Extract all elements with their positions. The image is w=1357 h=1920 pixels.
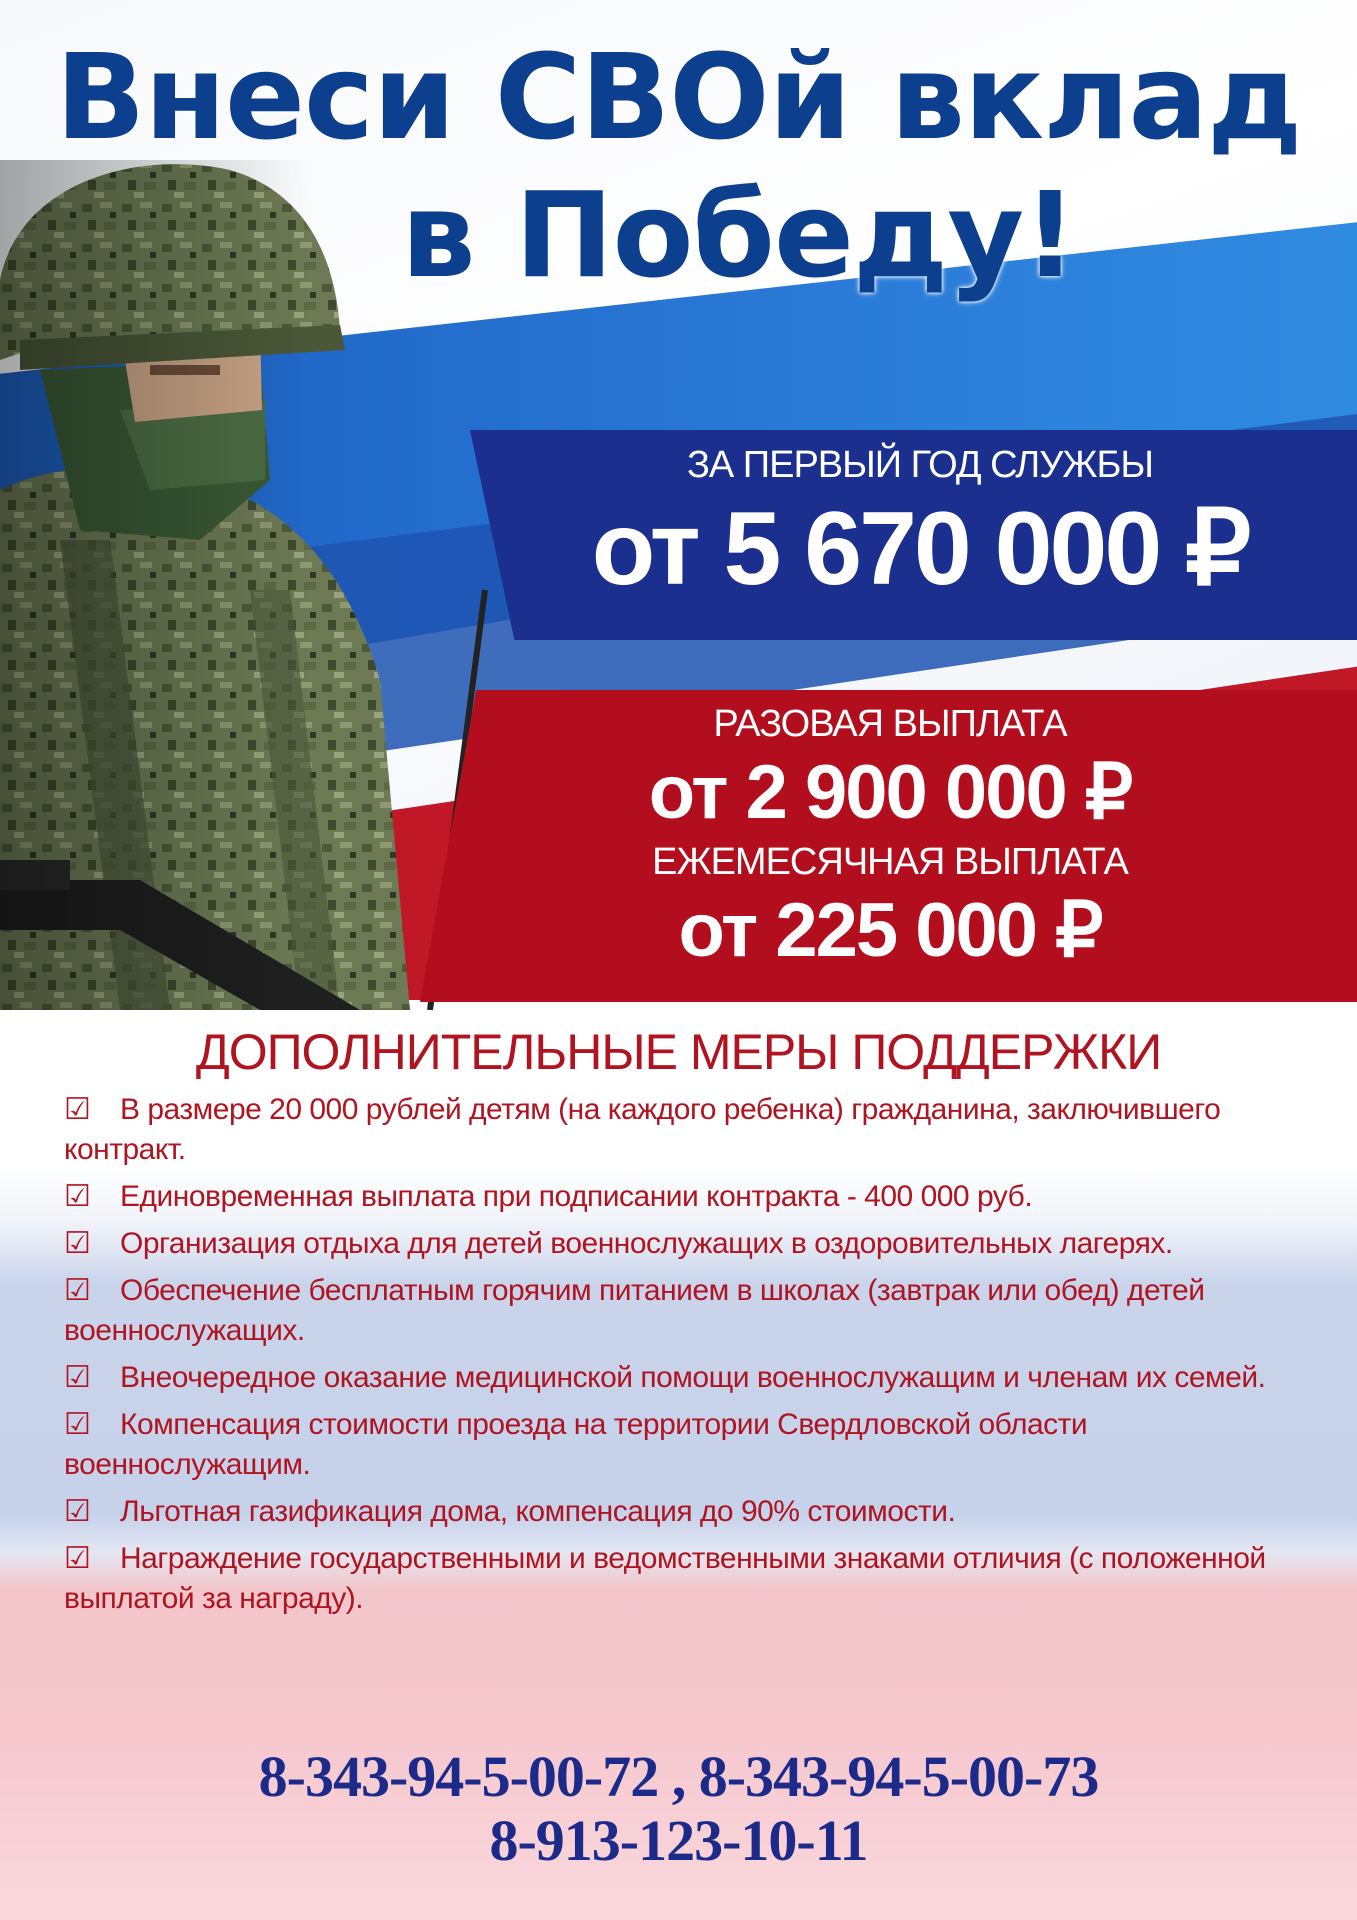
checkbox-icon: ☑ [64, 1361, 91, 1394]
first-year-amount: от 5 670 000 ₽ [591, 491, 1249, 607]
one-time-amount: от 2 900 000 ₽ [648, 750, 1132, 835]
checkbox-icon: ☑ [64, 1542, 91, 1575]
list-item [64, 1090, 1334, 1170]
contact-phones [0, 1745, 1357, 1873]
list-item-text: В размере 20 000 рублей детям (на каждого ребенка) гражданина, заключившего контракт. [64, 1093, 1221, 1166]
list-item-text: Единовременная выплата при подписании контракта - 400 000 руб. [120, 1180, 1033, 1213]
checkbox-icon: ☑ [64, 1180, 91, 1213]
list-item-text: Награждение государственными и ведомственными знаками отличия (с положенной выплатой за награду). [64, 1542, 1266, 1615]
headline [0, 28, 1357, 304]
first-year-text [500, 440, 1340, 608]
checkbox-icon: ☑ [64, 1495, 91, 1528]
headline-line1: Внеси СВОй вклад [55, 28, 1302, 166]
checkbox-icon: ☑ [64, 1408, 91, 1441]
monthly-amount: от 225 000 ₽ [678, 888, 1102, 973]
list-item [64, 1358, 1334, 1398]
list-item [64, 1177, 1334, 1217]
list-item [64, 1492, 1334, 1532]
first-year-label: ЗА ПЕРВЫЙ ГОД СЛУЖБЫ [686, 444, 1154, 486]
payments-text [440, 700, 1340, 976]
phone-line-1[interactable]: 8-343-94-5-00-72 , 8-343-94-5-00-73 [258, 1744, 1099, 1809]
list-item [64, 1405, 1334, 1485]
list-item [64, 1539, 1334, 1619]
checkbox-icon: ☑ [64, 1093, 91, 1126]
list-item-text: Льготная газификация дома, компенсация до 90% стоимости. [120, 1495, 956, 1528]
headline-line2: в Победу! [400, 166, 1077, 304]
list-item [64, 1271, 1334, 1351]
list-item-text: Внеочередное оказание медицинской помощи военнослужащим и членам их семей. [120, 1361, 1266, 1394]
checkbox-icon: ☑ [64, 1274, 91, 1307]
list-item-text: Компенсация стоимости проезда на территории Свердловской области военнослужащим. [64, 1408, 1088, 1481]
monthly-label: ЕЖЕМЕСЯЧНАЯ ВЫПЛАТА [652, 841, 1128, 883]
list-item-text: Организация отдыха для детей военнослужащих в оздоровительных лагерях. [120, 1227, 1173, 1260]
support-list [64, 1090, 1334, 1626]
list-item-text: Обеспечение бесплатным горячим питанием в школах (завтрак или обед) детей военнослужащих. [64, 1274, 1205, 1347]
support-title: ДОПОЛНИТЕЛЬНЫЕ МЕРЫ ПОДДЕРЖКИ [195, 1024, 1162, 1080]
checkbox-icon: ☑ [64, 1227, 91, 1260]
phone-line-2[interactable]: 8-913-123-10-11 [489, 1808, 868, 1873]
one-time-label: РАЗОВАЯ ВЫПЛАТА [713, 703, 1067, 745]
list-item [64, 1224, 1334, 1264]
